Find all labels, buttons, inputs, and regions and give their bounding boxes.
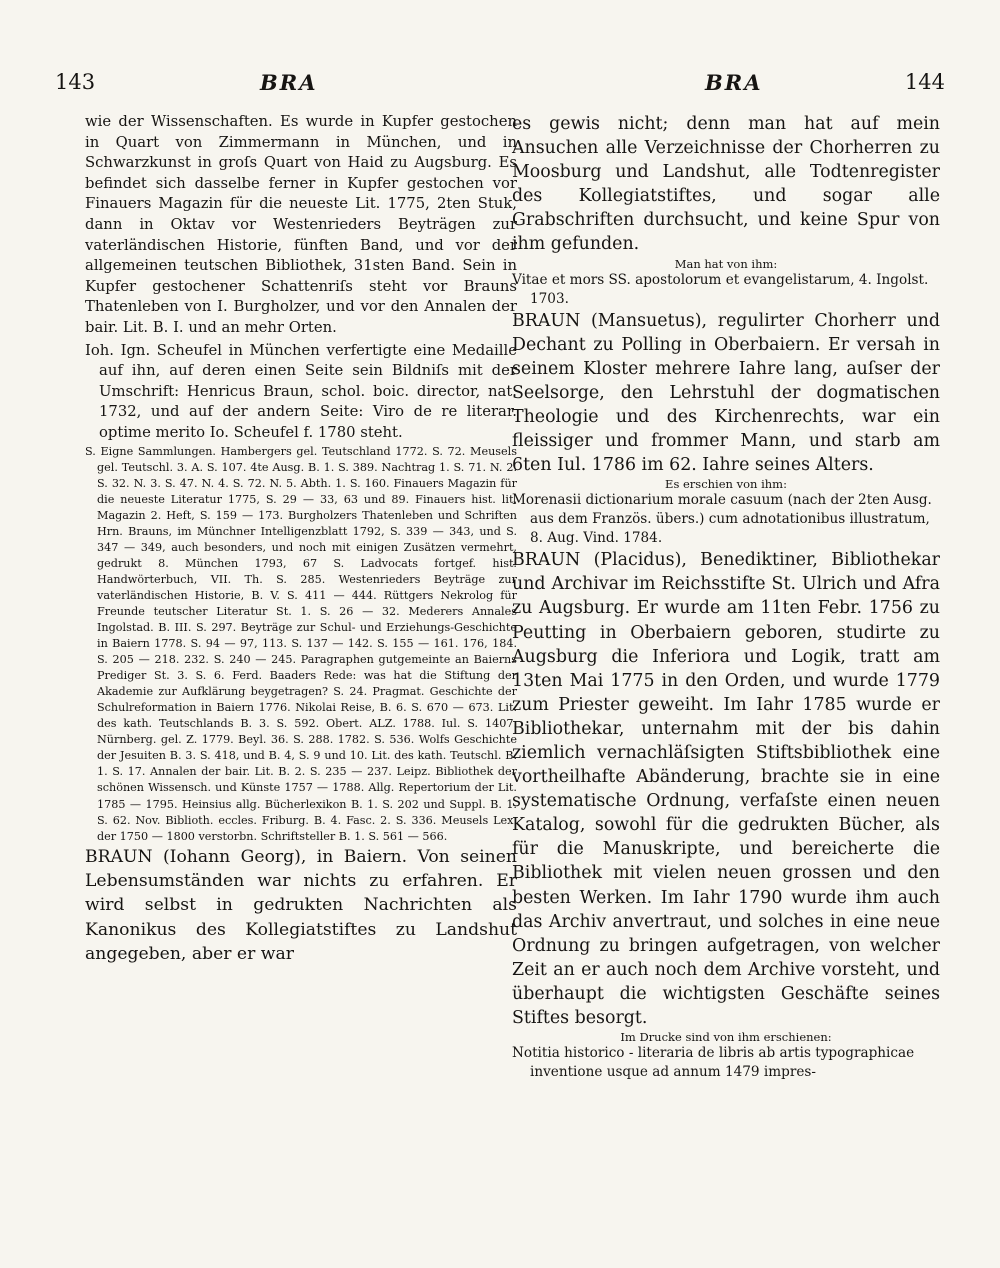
headword-left: BRA (260, 70, 318, 95)
headword-right: BRA (705, 70, 763, 95)
paragraph-continuation: es gewis nicht; denn man hat auf mein Ansuchen alle Verzeichnisse der Chorherren zu Moosburg und Landshut, alle Todtenregister des Kollegiatstiftes, und sogar alle Grabschriften durchsucht, und keine Spur von ihm gefunden. (512, 114, 940, 255)
running-header (55, 70, 945, 100)
work-reference-3: Notitia historico - literaria de libris ab artis typographicae inventione usque ad annum 1479 impres- (512, 1045, 915, 1081)
subheading-works-3: Im Drucke sind von ihm erschienen: (620, 1030, 832, 1045)
entry-braun-johann-georg: BRAUN (Iohann Georg), in Baiern. Von seinen Lebensumständen war nichts zu erfahren. Er wird selbst in gedrukten Nachrichten als Kanonikus des Kollegiatstiftes zu Landshut angegeben, aber er war (85, 846, 517, 965)
left-column (85, 112, 517, 967)
entry-braun-placidus: BRAUN (Placidus), Benediktiner, Bibliothekar und Archivar im Reichsstifte St. Ulrich und Afra zu Augsburg. Er wurde am 11ten Febr. 1756 zu Peutting in Oberbaiern geboren, studirte zu Augsburg die Inferiora und Logik, tratt am 13ten Mai 1775 in den Orden, und wurde 1779 zum Priester geweiht. Im Iahr 1785 wurde er Bibliothekar, unternahm mit der bis dahin ziemlich vernachläſsigten Stiftsbibliothek eine vortheilhafte Abänderung, brachte sie in eine systematische Ordnung, verfaſste einen neuen Katalog, sowohl für die gedrukten Bücher, als für die Manuskripte, und bereicherte die Bibliothek mit vielen neuen grossen und den besten Werken. Im Iahr 1790 wurde ihm auch das Archiv anvertraut, und solches in eine neue Ordnung zu bringen aufgetragen, von welcher Zeit an er auch noch dem Archive vorsteht, und überhaupt die wichtigsten Geschäfte seines Stiftes besorgt. (512, 550, 940, 1028)
subheading-works-1: Man hat von ihm: (674, 256, 778, 271)
bibliography-notes: S. Eigne Sammlungen. Hambergers gel. Teutschland 1772. S. 72. Meusels gel. Teutschl. 3. A. S. 107. 4te Ausg. B. 1. S. 389. Nachtrag 1. S. 71. N. 2. S. 32. N. 3. S. 47. N. 4. S. 72. N. 5. Abth. 1. S. 160. Finauers Magazin für die neueste Literatur 1775, S. 29 — 33, 63 und 89. Finauers hist. lit. Magazin 2. Heft, S. 159 — 173. Burgholzers Thatenleben und Schriften Hrn. Brauns, im Münchner Intelligenzblatt 1792, S. 339 — 343, und S. 347 — 349, auch besonders, und noch mit einigen Zusätzen vermehrt, gedrukt 8. München 1793, 67 S. Ladvocats fortgef. hist. Handwörterbuch, VII. Th. S. 285. Westenrieders Beyträge zur vaterländischen Historie, B. V. S. 411 — 444. Rüttgers Nekrolog für Freunde teutscher Literatur St. 1. S. 26 — 32. Mederers Annales Ingolstad. B. III. S. 297. Beyträge zur Schul- und Erziehungs-Geschichte in Baiern 1778. S. 94 — 97, 113. S. 137 — 142. S. 155 — 161. 176, 184. S. 205 — 218. 232. S. 240 — 245. Paragraphen gutgemeinte an Baierns Prediger St. 3. S. 6. Ferd. Baaders Rede: was hat die Stiftung der Akademie zur Aufklärung beygetragen? S. 24. Pragmat. Geschichte der Schulreformation in Baiern 1776. Nikolai Reise, B. 6. S. 670 — 673. Lit. des kath. Teutschlands B. 3. S. 592. Obert. ALZ. 1788. Iul. S. 1407. Nürnberg. gel. Z. 1779. Beyl. 36. S. 288. 1782. S. 536. Wolfs Geschichte der Jesuiten B. 3. S. 418, und B. 4, S. 9 und 10. Lit. des kath. Teutschl. B. 1. S. 17. Annalen der bair. Lit. B. 2. S. 235 — 237. Leipz. Bibliothek der schönen Wissensch. und Künste 1757 — 1788. Allg. Repertorium der Lit. 1785 — 1795. Heinsius allg. Bücherlexikon B. 1. S. 202 und Suppl. B. 1. S. 62. Nov. Biblioth. eccles. Friburg. B. 4. Fasc. 2. S. 336. Meusels Lex. der 1750 — 1800 verstorbn. Schriftsteller B. 1. S. 561 — 566. (85, 444, 517, 843)
work-reference-2: Morenasii dictionarium morale casuum (nach der 2ten Ausg. aus dem Französ. übers.) cum adnotationibus illustratum, 8. Aug. Vind. 1784. (512, 492, 932, 547)
page-number-left: 143 (55, 70, 96, 94)
work-reference-1: Vitae et mors SS. apostolorum et evangelistarum, 4. Ingolst. 1703. (512, 271, 929, 307)
paragraph-portraits: wie der Wissenschaften. Es wurde in Kupfer gestochen in Quart von Zimmermann in München, und in Schwarzkunst in groſs Quart von Haid zu Augsburg. Es befindet sich dasselbe ferner in Kupfer gestochen vor Finauers Magazin für die neueste Lit. 1775, 2ten Stuk, dann in Oktav vor Westenrieders Beyträgen zur vaterländischen Historie, fünften Band, und vor der allgemeinen teutschen Bibliothek, 31sten Band. Sein in Kupfer gestochener Schattenriſs steht vor Brauns Thatenleben von I. Burgholzer, und vor den Annalen der bair. Lit. B. I. und an mehr Orten. (85, 113, 517, 336)
entry-braun-mansuetus: BRAUN (Mansuetus), regulirter Chorherr und Dechant zu Polling in Oberbaiern. Er versah in seinem Kloster mehrere Iahre lang, auſser der Seelsorge, den Lehrstuhl der dogmatischen Theologie und des Kirchenrechts, war ein fleissiger und frommer Mann, und starb am 6ten Iul. 1786 im 62. Iahre seines Alters. (512, 310, 940, 476)
right-column (512, 112, 940, 1082)
page-number-right: 144 (904, 70, 945, 94)
subheading-works-2: Es erschien von ihm: (665, 477, 787, 492)
paragraph-medal: Ioh. Ign. Scheufel in München verfertigte eine Medaille auf ihn, auf deren einen Seite sein Bildniſs mit der Umschrift: Henricus Braun, schol. boic. director, nat. 1732, und auf der andern Seite: Viro de re literar. optime merito Io. Scheufel f. 1780 steht. (85, 341, 517, 441)
